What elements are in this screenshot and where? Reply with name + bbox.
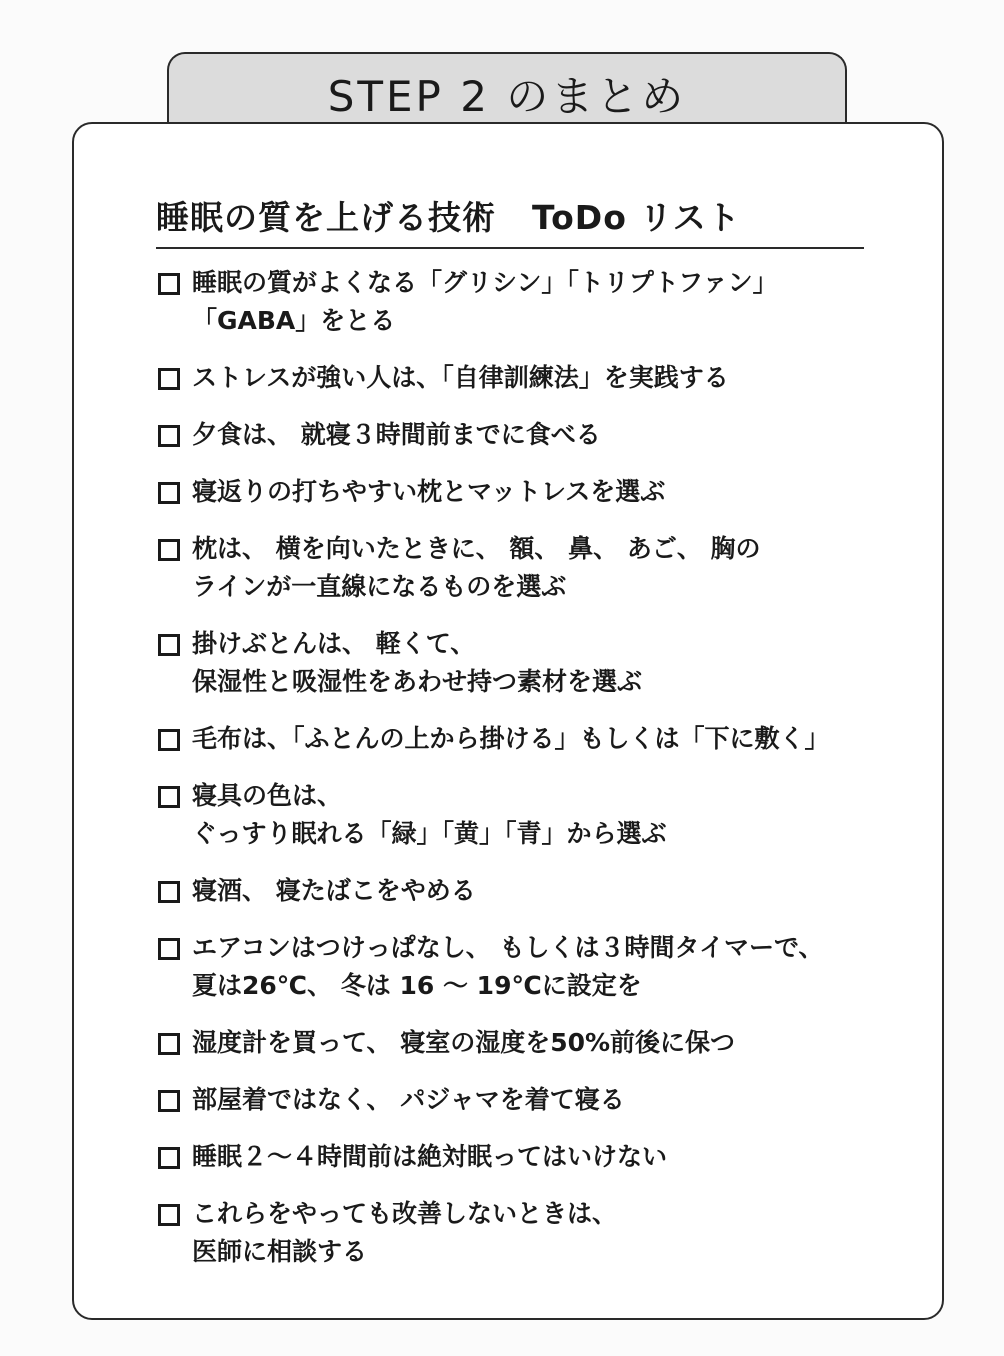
checkbox-icon[interactable] xyxy=(158,425,180,447)
todo-list xyxy=(156,264,876,1290)
checkbox-icon[interactable] xyxy=(158,273,180,295)
todo-item-text-line: 部屋着ではなく、 パジャマを着て寝る xyxy=(192,1085,625,1114)
todo-item-text-line: ぐっすり眠れる「緑」「黄」「青」から選ぶ xyxy=(192,819,667,848)
todo-item-text-line: 医師に相談する xyxy=(192,1237,368,1266)
heading-suffix: ToDo リスト xyxy=(532,198,741,237)
todo-item-text-line: 保湿性と吸湿性をあわせ持つ素材を選ぶ xyxy=(192,667,643,696)
checkbox-icon[interactable] xyxy=(158,938,180,960)
checkbox-icon[interactable] xyxy=(158,729,180,751)
todo-item xyxy=(156,359,876,397)
todo-item-text-line: 掛けぶとんは、 軽くて、 xyxy=(192,629,476,658)
todo-item-text-line: 枕は、 横を向いたときに、 額、 鼻、 あご、 胸の xyxy=(192,534,761,563)
checkbox-icon[interactable] xyxy=(158,881,180,903)
todo-item-text-line: 睡眠２〜４時間前は絶対眠ってはいけない xyxy=(192,1142,668,1171)
checkbox-icon[interactable] xyxy=(158,1147,180,1169)
todo-item xyxy=(156,264,876,340)
todo-item xyxy=(156,473,876,511)
checkbox-icon[interactable] xyxy=(158,786,180,808)
checkbox-icon[interactable] xyxy=(158,634,180,656)
todo-item-text-line: ストレスが強い人は、「自律訓練法」を実践する xyxy=(192,363,729,392)
todo-item xyxy=(156,720,876,758)
checkbox-icon[interactable] xyxy=(158,482,180,504)
todo-item xyxy=(156,1138,876,1176)
step-tab xyxy=(167,52,847,130)
checkbox-icon[interactable] xyxy=(158,1033,180,1055)
checkbox-icon[interactable] xyxy=(158,539,180,561)
todo-item-text-line: 夏は26℃、 冬は 16 〜 19℃に設定を xyxy=(192,971,642,1000)
todo-item-text-line: 夕食は、 就寝３時間前までに食べる xyxy=(192,420,601,449)
todo-list-heading xyxy=(156,192,864,249)
todo-item xyxy=(156,1081,876,1119)
checkbox-icon[interactable] xyxy=(158,1204,180,1226)
todo-item xyxy=(156,929,876,1005)
summary-card xyxy=(72,122,944,1320)
checkbox-icon[interactable] xyxy=(158,368,180,390)
step-title: STEP 2 のまとめ xyxy=(327,72,687,121)
todo-item-text-line: 寝酒、 寝たばこをやめる xyxy=(192,876,476,905)
todo-item xyxy=(156,872,876,910)
todo-item xyxy=(156,777,876,853)
todo-item xyxy=(156,1195,876,1271)
todo-item-text-line: 寝返りの打ちやすい枕とマットレスを選ぶ xyxy=(192,477,666,506)
todo-item xyxy=(156,625,876,701)
todo-item-text-line: 毛布は、「ふとんの上から掛ける」もしくは「下に敷く」 xyxy=(192,724,830,753)
todo-item-text-line: エアコンはつけっぱなし、 もしくは３時間タイマーで、 xyxy=(192,933,824,962)
todo-item xyxy=(156,416,876,454)
checkbox-icon[interactable] xyxy=(158,1090,180,1112)
todo-item xyxy=(156,530,876,606)
todo-item-text-line: ラインが一直線になるものを選ぶ xyxy=(192,572,567,601)
todo-item-text-line: 湿度計を買って、 寝室の湿度を50%前後に保つ xyxy=(192,1028,736,1057)
todo-item-text-line: これらをやっても改善しないときは、 xyxy=(192,1199,618,1228)
todo-item-text-line: 寝具の色は、 xyxy=(192,781,343,810)
todo-item-text-line: 「GABA」をとる xyxy=(192,306,396,335)
heading-main: 睡眠の質を上げる技術 xyxy=(156,198,496,237)
todo-item xyxy=(156,1024,876,1062)
todo-item-text-line: 睡眠の質がよくなる「グリシン」「トリプトファン」 xyxy=(192,268,778,297)
